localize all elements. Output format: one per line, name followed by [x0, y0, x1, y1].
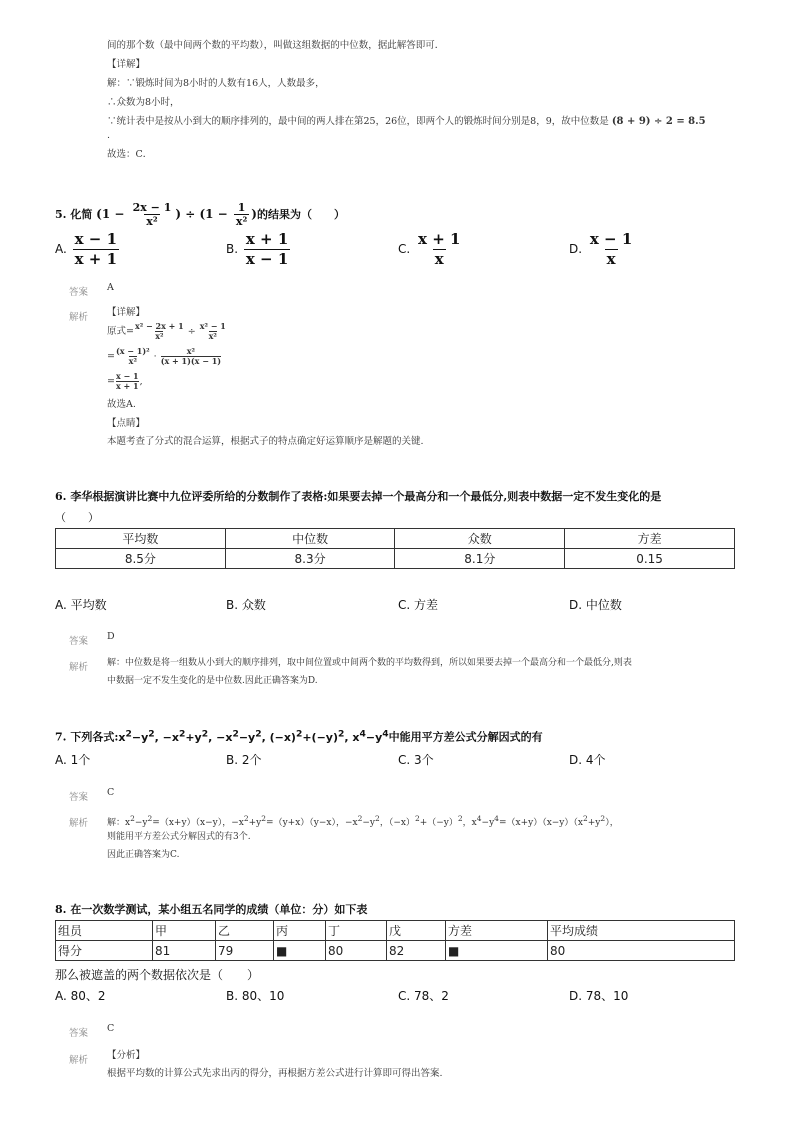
top-line-6: . [107, 130, 111, 141]
table-row [56, 549, 735, 569]
table-header-cell: 甲 [153, 921, 216, 941]
q7-option-b[interactable]: B. 2个 [226, 753, 262, 767]
table-header-cell: 众数 [395, 529, 565, 549]
table-cell: 80 [326, 941, 387, 961]
table-cell: 得分 [56, 941, 153, 961]
table-cell: 79 [216, 941, 274, 961]
table-header-cell: 丙 [274, 921, 326, 941]
top-line-1: 间的那个数（最中间两个数的平均数），叫做这组数据的中位数，据此解答即可． [107, 40, 445, 51]
q7-analysis-1: 解：$x^2-y^2=(x+y)(x-y)$，$-x^2+y^2=(y+x)(y-x)$，$-x^2-y^2$，$(-x)^2+(-y)^2$，$x^4-y^4=(x+y)(x-y)(x^2+y^2)$， [107, 814, 619, 828]
q6-analysis-1: 解：中位数是将一组数从小到大的顺序排列，取中间位置或中间两个数的平均数得到，所以如果要去掉一个最高分和一个最低分,则表 [107, 658, 632, 668]
q5-point-text: 本题考查了分式的混合运算，根据式子的特点确定好运算顺序是解题的关键. [107, 436, 424, 447]
q8-analysis-label: 解析 [69, 1055, 89, 1066]
q8-option-a[interactable]: A. 80、2 [55, 989, 106, 1003]
q8-option-d[interactable]: D. 78、10 [569, 989, 629, 1003]
q8-answer-label: 答案 [69, 1028, 89, 1039]
q6-option-b[interactable]: B. 众数 [226, 598, 266, 612]
q5-option-a[interactable]: A. $\frac{x - 1}{x + 1}$ [55, 230, 118, 268]
q5-stem: 5. 化简 (1 − $\frac{2x - 1}{\text{x²}}$ ) ÷ (1 − $\frac{1}{\text{x²}}$ )的结果为（ ） [55, 201, 345, 228]
q7-analysis-label: 解析 [69, 818, 89, 829]
table-cell: 82 [387, 941, 446, 961]
q7-answer: C [107, 787, 115, 798]
top-line-7: 故选：C． [107, 149, 153, 160]
q6-option-c[interactable]: C. 方差 [398, 598, 439, 612]
top-line-4: ∴众数为8小时， [107, 97, 180, 108]
q6-analysis-label: 解析 [69, 662, 89, 673]
top-line-5: ∵统计表中是按从小到大的顺序排列的，最中间的两人排在第25，26位，即两个人的锻炼时间分别是8，9，故中位数是 (8 + 9) ÷ 2 = 8.5 [107, 116, 706, 127]
q5-point-tag: 【点睛】 [107, 418, 146, 429]
q6-answer-label: 答案 [69, 636, 89, 647]
table-header-cell: 平均成绩 [548, 921, 735, 941]
table-header-cell: 平均数 [56, 529, 226, 549]
q6-option-d[interactable]: D. 中位数 [569, 598, 622, 612]
table-header-cell: 方差 [446, 921, 548, 941]
table-header-cell: 丁 [326, 921, 387, 941]
q8-analysis-1: 根据平均数的计算公式先求出丙的得分，再根据方差公式进行计算即可得出答案. [107, 1068, 443, 1079]
q6-stem-cont: （ ） [55, 511, 99, 524]
q5-step-2: = $\frac{\text{(x − 1)²}}{\text{x²}}$ · $\frac{\text{x²}}{(x + 1)(x - 1)}$ [107, 346, 222, 366]
q8-question: 那么被遮盖的两个数据依次是（ ） [55, 968, 260, 982]
table-header-cell: 中位数 [225, 529, 395, 549]
q8-option-c[interactable]: C. 78、2 [398, 989, 449, 1003]
q6-stem: 6. 李华根据演讲比赛中九位评委所给的分数制作了表格:如果要去掉一个最高分和一个最低分,则表中数据一定不发生变化的是 [55, 490, 662, 503]
q5-step-3: = $\frac{x - 1}{x + 1}$ , [107, 371, 143, 391]
q7-answer-label: 答案 [69, 792, 89, 803]
q7-option-a[interactable]: A. 1个 [55, 753, 91, 767]
table-cell-masked: ■ [446, 941, 548, 961]
table-header-cell: 组员 [56, 921, 153, 941]
q8-option-b[interactable]: B. 80、10 [226, 989, 285, 1003]
table-header-cell: 方差 [565, 529, 735, 549]
q5-expression: (1 − $\frac{2x - 1}{\text{x²}}$ ) ÷ (1 − $\frac{1}{\text{x²}}$ ) [96, 201, 257, 228]
q7-option-c[interactable]: C. 3个 [398, 753, 434, 767]
q8-stem: 8. 在一次数学测试，某小组五名同学的成绩（单位：分）如下表 [55, 903, 368, 916]
top-detail-tag: 【详解】 [107, 59, 146, 70]
q8-analysis-tag: 【分析】 [107, 1050, 146, 1061]
q7-option-d[interactable]: D. 4个 [569, 753, 606, 767]
q6-answer: D [107, 631, 115, 642]
table-cell: 8.3分 [225, 549, 395, 569]
q7-analysis-3: 因此正确答案为C. [107, 850, 180, 860]
table-row [56, 921, 735, 941]
q6-analysis-2: 中数据一定不发生变化的是中位数.因此正确答案为D. [107, 676, 318, 686]
q6-table [55, 528, 735, 569]
q7-stem: 7. 下列各式$:x^2-y^2$, $-x^2+y^2$, $-x^2-y^2$, $(-x)^2+(-y)^2$, $x^4-y^4$中能用平方差公式分解因式的有 [55, 728, 543, 744]
table-cell: 0.15 [565, 549, 735, 569]
q6-option-a[interactable]: A. 平均数 [55, 598, 107, 612]
q7-expressions: $x^2-y^2$, $-x^2+y^2$, $-x^2-y^2$, $(-x)^2+(-y)^2$, $x^4-y^4$ [118, 728, 389, 744]
median-formula: (8 + 9) ÷ 2 = 8.5 [611, 116, 706, 127]
table-cell: 81 [153, 941, 216, 961]
table-header-cell: 乙 [216, 921, 274, 941]
q7-analysis-2: 则能用平方差公式分解因式的有3个. [107, 832, 251, 842]
table-cell: 8.5分 [56, 549, 226, 569]
table-row [56, 941, 735, 961]
table-cell-masked: ■ [274, 941, 326, 961]
table-cell: 8.1分 [395, 549, 565, 569]
q5-option-c[interactable]: C. $\frac{x + 1}{x}$ [398, 230, 461, 268]
table-row [56, 529, 735, 549]
q5-conclusion: 故选A. [107, 399, 136, 410]
q8-answer: C [107, 1023, 115, 1034]
top-line-3: 解：∵锻炼时间为8小时的人数有16人，人数最多， [107, 78, 325, 89]
q8-table [55, 920, 735, 961]
table-header-cell: 戊 [387, 921, 446, 941]
q5-option-b[interactable]: B. $\frac{x + 1}{x - 1}$ [226, 230, 289, 268]
q5-answer: A [107, 282, 114, 293]
q5-step-1: 原式= $\frac{\text{x² − 2x + 1}}{\text{x²}}$ ÷ $\frac{\text{x² − 1}}{\text{x²}}$ [107, 321, 226, 341]
table-cell: 80 [548, 941, 735, 961]
q5-answer-label: 答案 [69, 287, 89, 298]
q5-option-d[interactable]: D. $\frac{x - 1}{x}$ [569, 230, 633, 268]
q5-analysis-label: 解析 [69, 312, 89, 323]
q5-detail-tag: 【详解】 [107, 307, 146, 318]
